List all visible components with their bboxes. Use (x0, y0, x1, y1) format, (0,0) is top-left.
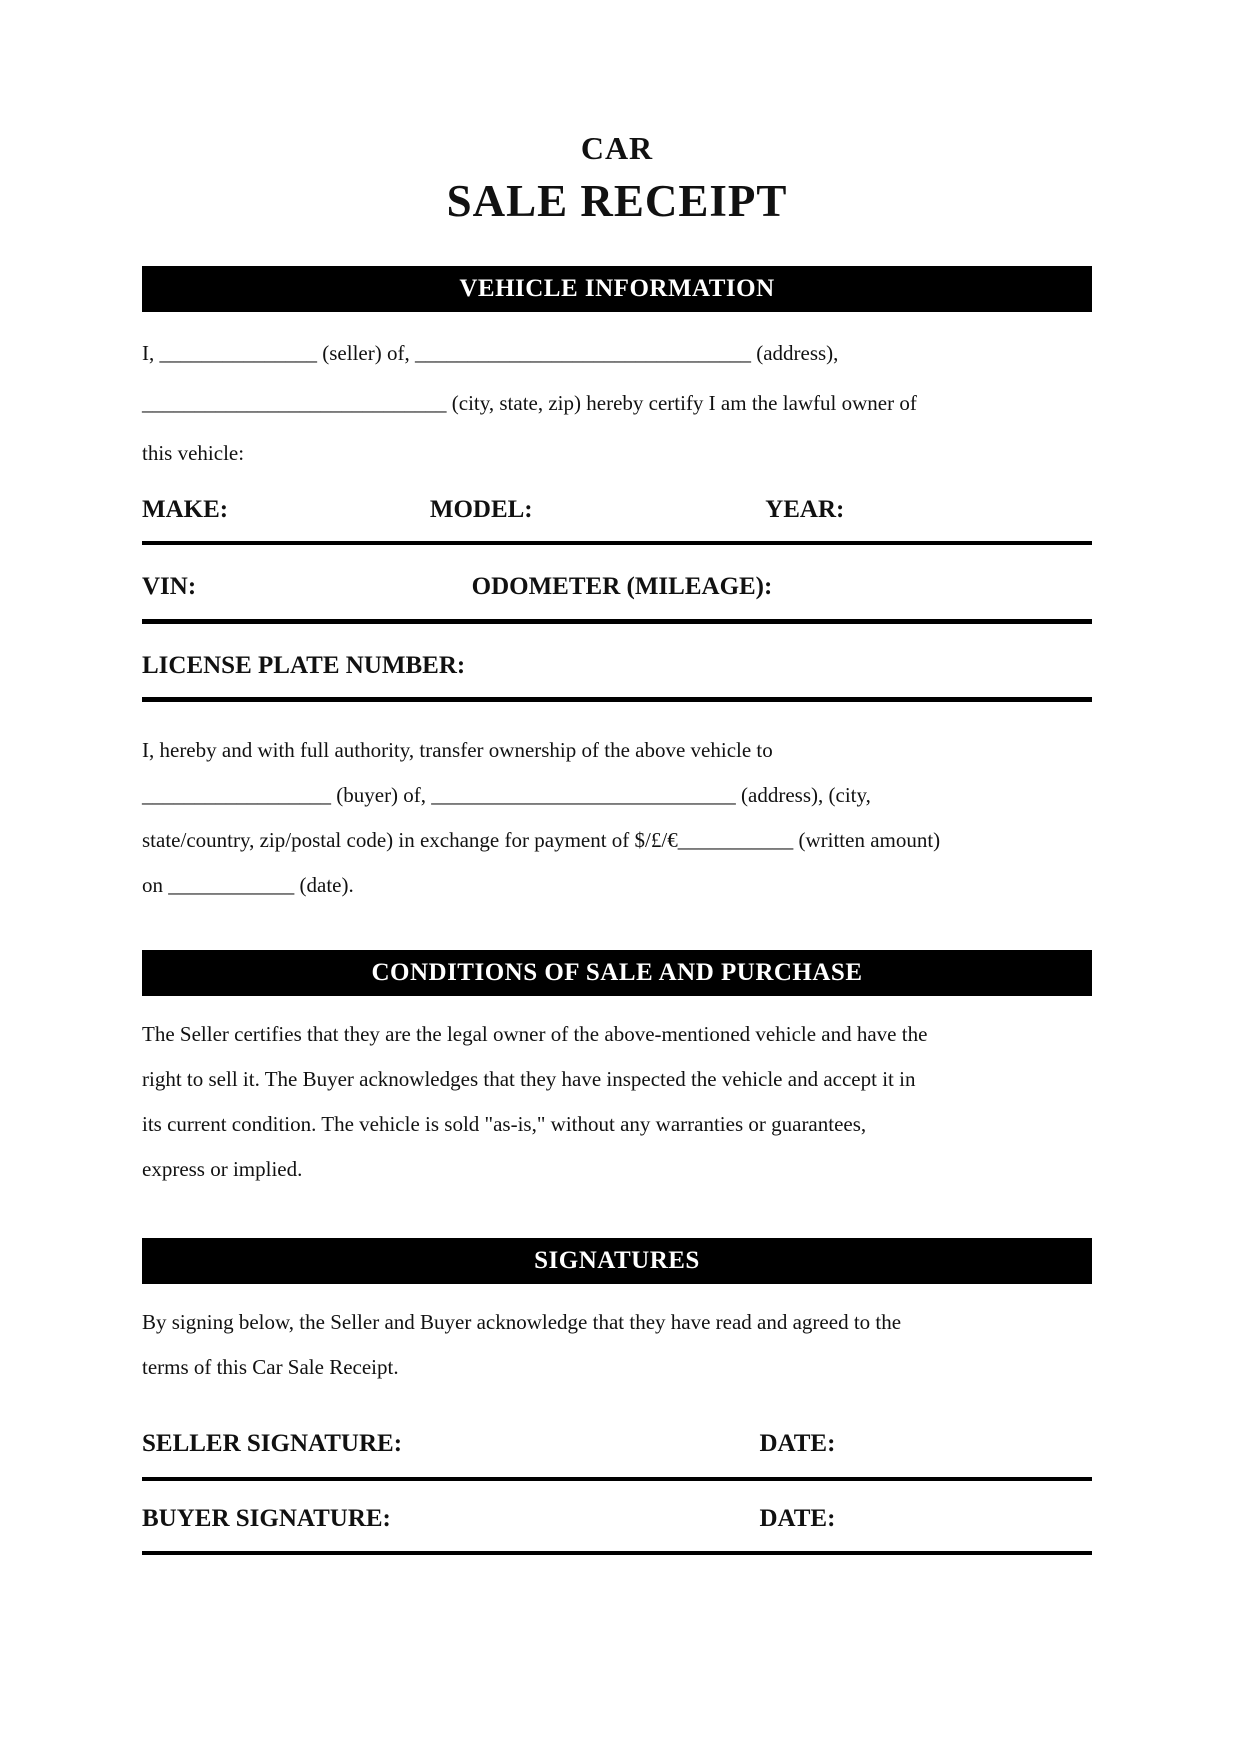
license-plate-label: LICENSE PLATE NUMBER: (142, 651, 466, 679)
conditions-line-2: right to sell it. The Buyer acknowledges that they have inspected the vehicle and accept it in (142, 1067, 916, 1092)
transfer-line-4: on ____________ (date). (142, 873, 354, 898)
conditions-paragraph (142, 1012, 1092, 1192)
signatures-line-2: terms of this Car Sale Receipt. (142, 1355, 399, 1380)
seller-intro-line-3: this vehicle: (142, 440, 245, 465)
transfer-line-2: __________________ (buyer) of, _____________________________ (address), (city, (142, 783, 871, 808)
buyer-signature-row (142, 1503, 1092, 1556)
license-plate-row (142, 650, 1092, 703)
buyer-signature-label: BUYER SIGNATURE: (142, 1504, 391, 1532)
vin-odometer-row (142, 571, 1092, 624)
make-label: MAKE: (142, 495, 229, 523)
vin-label: VIN: (142, 573, 197, 601)
seller-signature-label: SELLER SIGNATURE: (142, 1430, 403, 1458)
seller-intro-paragraph (142, 328, 1092, 478)
signatures-paragraph (142, 1300, 1092, 1390)
model-label: MODEL: (429, 495, 533, 523)
document-title-line2: SALE RECEIPT (446, 176, 788, 226)
seller-intro-line-1: I, _______________ (seller) of, ________________________________ (address), (142, 340, 839, 365)
transfer-line-3: state/country, zip/postal code) in exchange for payment of $/£/€___________ (written amount) (142, 828, 941, 853)
signatures-line-1: By signing below, the Seller and Buyer acknowledge that they have read and agreed to the (142, 1310, 902, 1335)
seller-intro-line-2: _____________________________ (city, state, zip) hereby certify I am the lawful owner of (142, 390, 917, 415)
make-model-year-row (142, 494, 1092, 546)
buyer-date-label: DATE: (759, 1504, 836, 1532)
document-title-line1: CAR (580, 130, 654, 166)
year-label: YEAR: (765, 495, 845, 523)
section-header-conditions: CONDITIONS OF SALE AND PURCHASE (142, 950, 1092, 996)
section-header-signatures: SIGNATURES (142, 1238, 1092, 1284)
transfer-line-1: I, hereby and with full authority, transfer ownership of the above vehicle to (142, 738, 773, 763)
conditions-line-3: its current condition. The vehicle is sold "as-is," without any warranties or guarantees, (142, 1112, 867, 1137)
conditions-line-1: The Seller certifies that they are the legal owner of the above-mentioned vehicle and have the (142, 1022, 928, 1047)
conditions-line-4: express or implied. (142, 1157, 303, 1182)
transfer-paragraph (142, 728, 1092, 908)
odometer-label: ODOMETER (MILEAGE): (471, 573, 773, 601)
section-header-vehicle-information: VEHICLE INFORMATION (142, 266, 1092, 312)
seller-date-label: DATE: (759, 1430, 836, 1458)
seller-signature-row (142, 1428, 1092, 1481)
